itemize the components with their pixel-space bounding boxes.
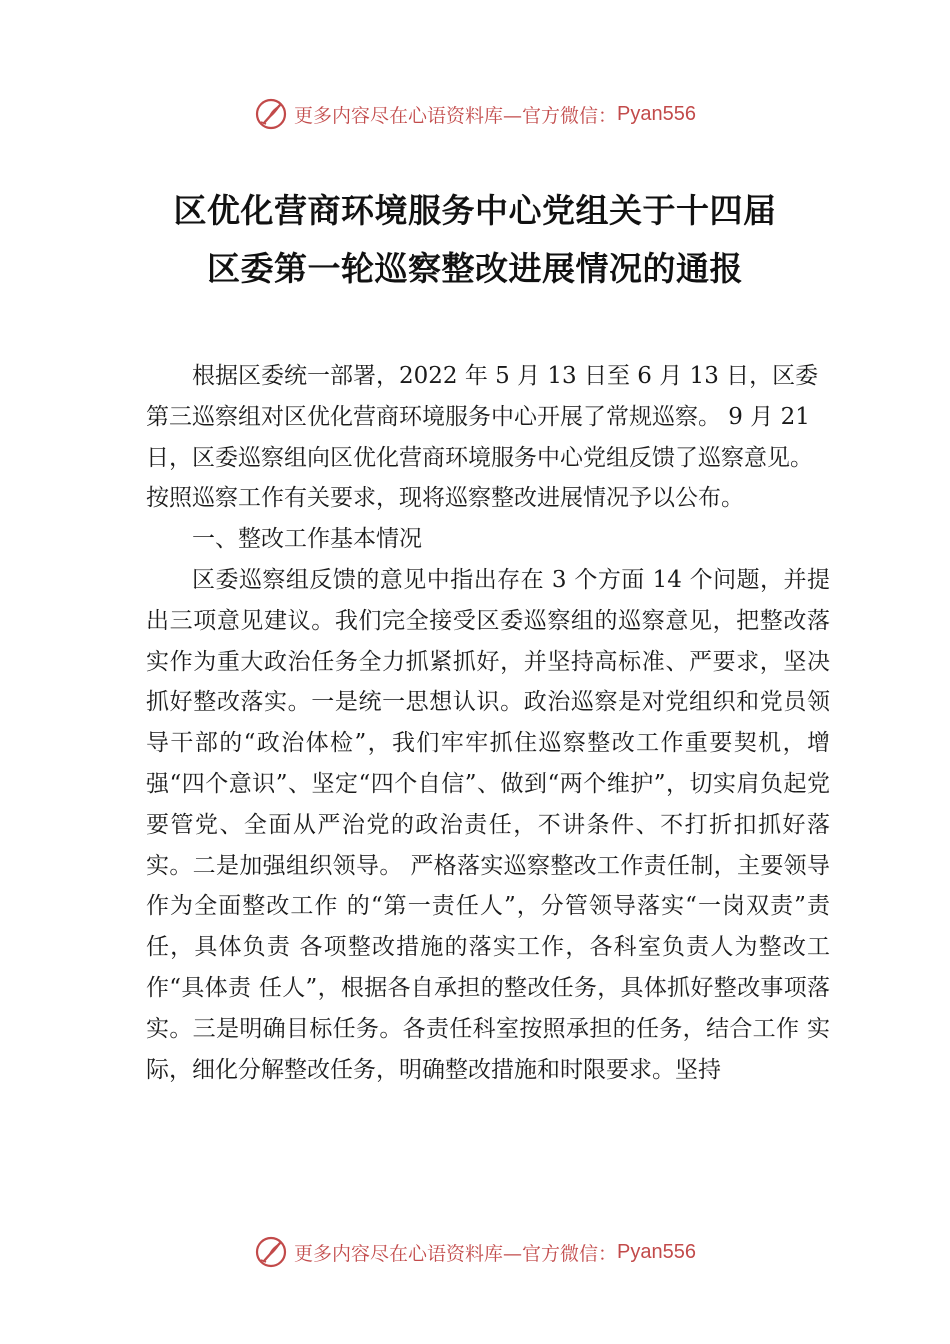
title-line-2: 区委第一轮巡察整改进展情况的通报 [207, 249, 743, 288]
header-banner [0, 94, 950, 134]
wechat-id: Pyan556 [617, 1240, 696, 1263]
wechat-id: Pyan556 [617, 102, 696, 125]
section-heading: 一、整改工作基本情况 [192, 526, 422, 553]
document-title [0, 182, 950, 298]
title-line-1: 区优化营商环境服务中心党组关于十四届 [173, 191, 777, 230]
paragraph-details: 区委巡察组反馈的意见中指出存在 3 个方面 14 个问题，并提出三项意见建议。我们完全接受区委巡察组的巡察意见，把整改落实作为重大政治任务全力抓紧抓好，并坚持高标准、严要求，坚决抓好整改落实。一是统一思想认识。政治巡察是对党组织和党员领导干部的“政治体检”，我们牢牢抓住巡察整改工作重要契机，增强“四个意识”、坚定“四个自信”、做到“两个维护”，切实肩负起党要管党、全面从严治党的政治责任，不讲条件、不打折扣抓好落实。二是加强组织领导。 严格落实巡察整改工作责任制，主要领导作为全面整改工作 的“第一责任人”，分管领导落实“一岗双责”责任，具体负责 各项整改措施的落实工作，各科室负责人为整改工作“具体责 任人”，根据各自承担的整改任务，具体抓好整改事项落实。三是明确目标任务。各责任科室按照承担的任务，结合工作 实际，细化分解整改任务，明确整改措施和时限要求。坚持 [146, 566, 830, 1083]
quill-logo-icon [254, 97, 288, 131]
document-body [146, 356, 830, 1090]
footer-banner [0, 1232, 950, 1272]
quill-logo-icon [254, 1235, 288, 1269]
paragraph-intro: 根据区委统一部署，2022 年 5 月 13 日至 6 月 13 日，区委第三巡察组对区优化营商环境服务中心开展了常规巡察。 9 月 21 日，区委巡察组向区优化营商环境服务中心党组反馈了巡察意见。按照巡察工作有关要求，现将巡察整改进展情况予以公布。 [146, 363, 819, 512]
banner-text: 更多内容尽在心语资料库—官方微信： [294, 104, 618, 127]
banner-text: 更多内容尽在心语资料库—官方微信： [294, 1242, 618, 1265]
